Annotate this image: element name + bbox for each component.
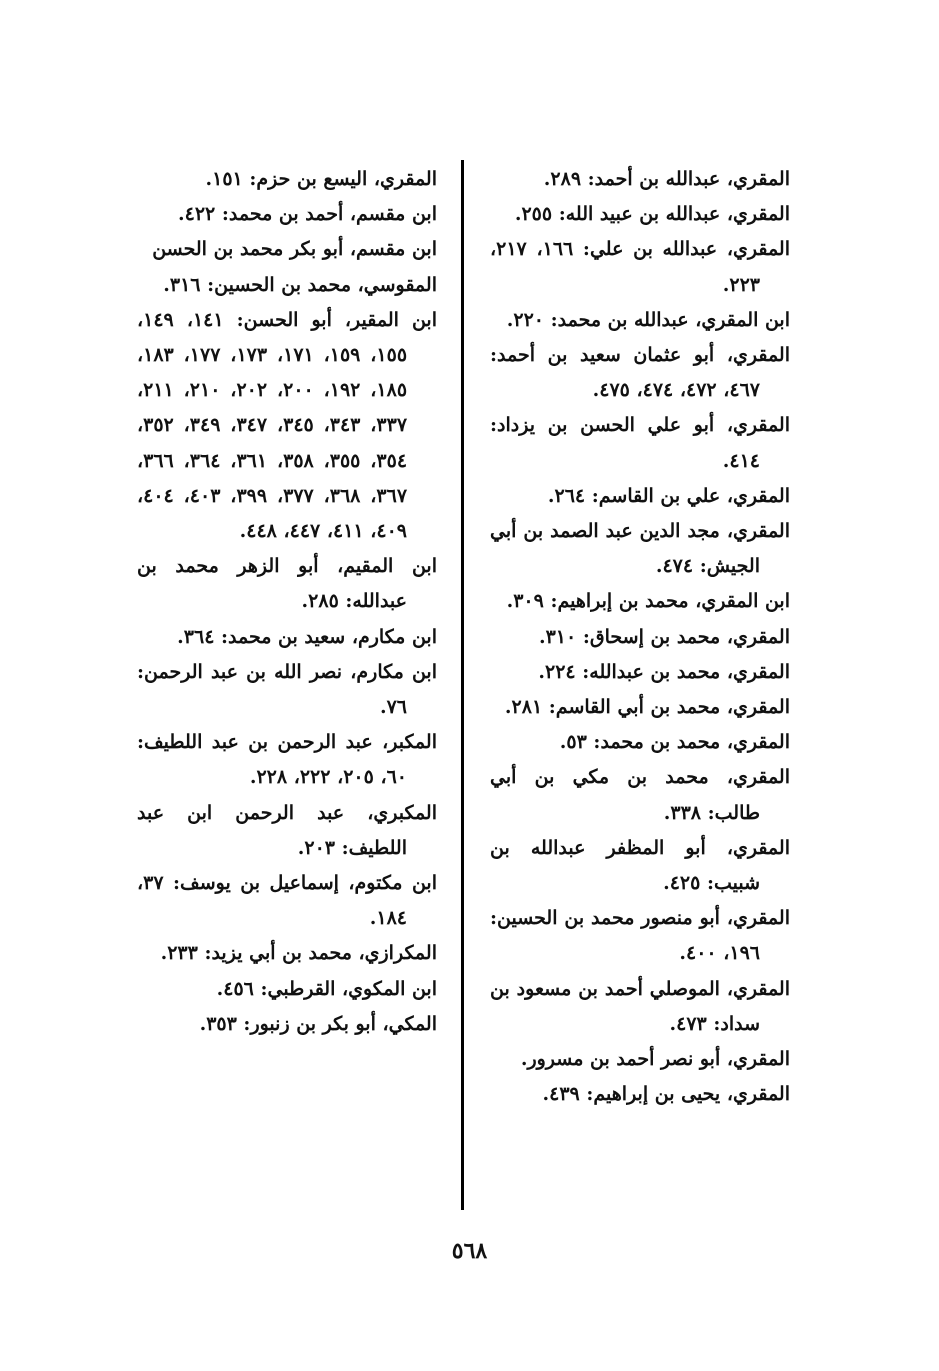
page-number: ٥٦٨: [451, 1238, 488, 1264]
index-column-left: [137, 162, 437, 1042]
index-entry: ابن مقسم، أحمد بن محمد: ٤٢٢.: [177, 203, 437, 226]
index-entry: المقري، محمد بن عبدالله: ٢٢٤.: [538, 660, 790, 683]
index-entry: المكي، أبو بكر بن زنبور: ٣٥٣.: [199, 1012, 437, 1035]
index-entry: المكرازي، محمد بن أبي يزيد: ٢٣٣.: [160, 942, 437, 965]
index-entry: ابن مكارم، نصر الله بن عبد الرحمن: ٧٦.: [137, 660, 437, 719]
index-entry: ابن المكوي، القرطبي: ٤٥٦.: [216, 977, 437, 1000]
index-entry: المقري، اليسع بن حزم: ١٥١.: [205, 168, 437, 190]
column-divider: [461, 160, 464, 1210]
index-entry: المقري، عبدالله بن علي: ١٦٦، ٢١٧، ٢٢٣.: [490, 238, 790, 296]
index-entry: ابن مكارم، سعيد بن محمد: ٣٦٤.: [177, 625, 437, 648]
index-entry: المقري، عبدالله بن عبيد الله: ٢٥٥.: [514, 203, 790, 226]
index-entry: المقري، محمد بن محمد: ٥٣.: [559, 731, 790, 754]
index-entry: المقري، محمد بن إسحاق: ٣١٠.: [538, 625, 790, 648]
index-entry: المقري، أبو نصر أحمد بن مسرور.: [520, 1048, 790, 1071]
index-entry: ابن المقري، عبدالله بن محمد: ٢٢٠.: [506, 308, 790, 331]
index-entry: المقري، الموصلي أحمد بن مسعود بن سداد: ٤٧٣.: [490, 977, 790, 1035]
index-entry: المقري، محمد بن مكي بن أبي طالب: ٣٣٨.: [490, 766, 790, 824]
index-entry: المقري، أبو عثمان سعيد بن أحمد: ٤٦٧، ٤٧٢، ٤٧٤، ٤٧٥.: [490, 344, 790, 402]
index-entry: المكبري، عبد الرحمن ابن عبد اللطيف: ٢٠٣.: [137, 801, 437, 859]
index-entry: ابن المقيم، أبو الزهر محمد بن عبدالله: ٢٨٥.: [137, 555, 437, 613]
index-entry: ابن مقسم، أبو بكر محمد بن الحسن: [152, 238, 437, 261]
index-entry: المقري، عبدالله بن أحمد: ٢٨٩.: [543, 168, 790, 190]
index-entry: المقري، علي بن القاسم: ٢٦٤.: [547, 484, 790, 507]
index-entry: ابن مكتوم، إسماعيل بن يوسف: ٣٧، ١٨٤.: [137, 872, 437, 930]
index-entry: المقوسي، محمد بن الحسين: ٣١٦.: [163, 273, 437, 296]
index-entry: ابن المقير، أبو الحسن: ١٤١، ١٤٩، ١٥٥، ١٥٩، ١٧١، ١٧٣، ١٧٧، ١٨٣، ١٨٥، ١٩٢، ٢٠٠، ٢٠٢، ٢١٠، ٢١١، ٣٣٧، ٣٤٣، ٣٤٥، ٣٤٧، ٣٤٩، ٣٥٢، ٣٥٤، ٣٥٥، ٣٥٨، ٣٦١، ٣٦٤، ٣٦٦، ٣٦٧، ٣٦٨، ٣٧٧، ٣٩٩، ٤٠٣، ٤٠٤، ٤٠٩، ٤١١، ٤٤٧، ٤٤٨.: [137, 308, 437, 543]
index-entry: المقري، محمد بن أبي القاسم: ٢٨١.: [504, 696, 790, 719]
index-entry: المقري، أبو المظفر عبدالله بن شبيب: ٤٢٥.: [490, 836, 790, 895]
index-entry: المقري، يحيى بن إبراهيم: ٤٣٩.: [542, 1083, 790, 1106]
index-entry: المقري، أبو منصور محمد بن الحسين: ١٩٦، ٤٠٠.: [490, 907, 790, 965]
index-entry: المكبر، عبد الرحمن بن عبد اللطيف: ٦٠، ٢٠٥، ٢٢٢، ٢٢٨.: [137, 731, 437, 789]
index-entry: ابن المقري، محمد بن إبراهيم: ٣٠٩.: [506, 590, 790, 613]
index-entry: المقري، مجد الدين عبد الصمد بن أبي الجيش: ٤٧٤.: [490, 520, 790, 578]
index-entry: المقري، أبو علي الحسن بن يزداد: ٤١٤.: [490, 414, 790, 472]
index-column-right: [490, 162, 790, 1112]
